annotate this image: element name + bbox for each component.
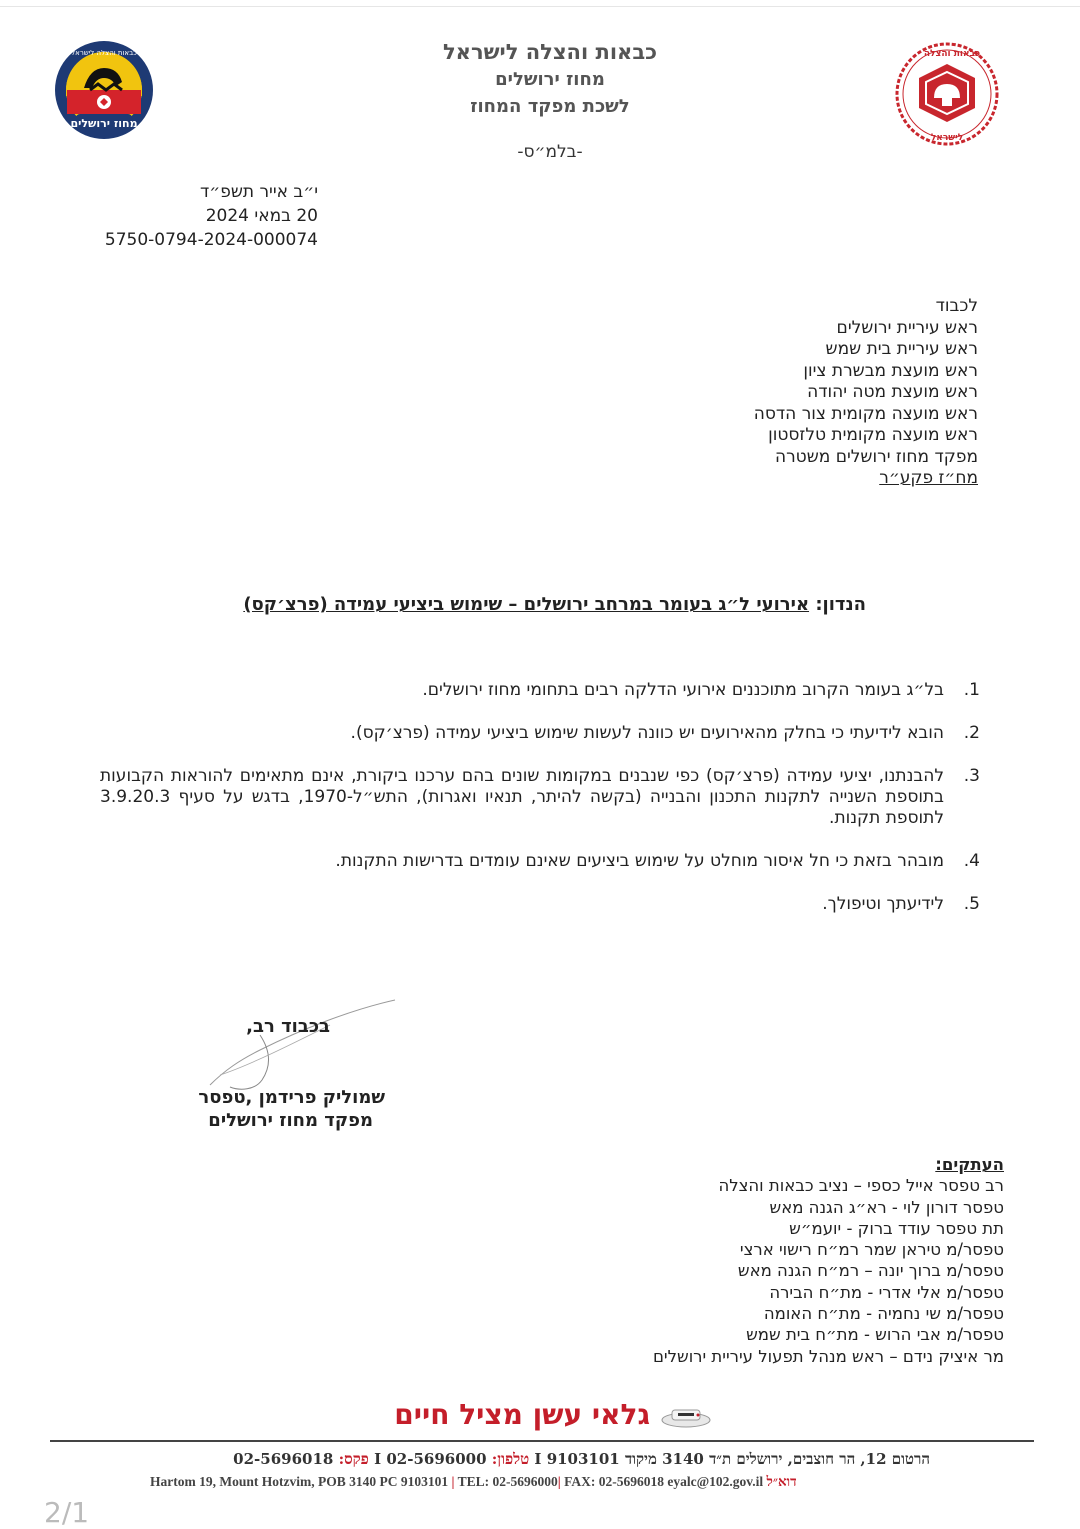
page-top-border <box>0 6 1080 7</box>
footer-he-fax: 02-5696018 <box>233 1450 339 1468</box>
classification-mark: -בלמ״ס- <box>517 142 583 162</box>
footer-en-address: Hartom 19, Mount Hotzvim, POB 3140 PC 9103101 <box>150 1474 452 1489</box>
addressee-item: ראש מועצה מקומית טלזסטון <box>768 425 978 445</box>
addressee-item: ראש עיריית בית שמש <box>825 339 978 359</box>
addressee-block <box>600 296 978 490</box>
item-text: להבנתנו, יציעי עמידה (פרצ׳קס) כפי שנבנים במקומות שונים בהם ערכנו ביקורת, אינם מתאימים להוראות הקבועות בתוספת השנייה לתקנות התכנון והבנייה (בקשה להיתר, תנאיו ואגרות), התש״ל-1970, בדגש על סעיף 3.9.20.3 לתוספת תקנות. <box>100 766 944 828</box>
copy-recipient: טפסר/מ ברוך יונה – רמ״ח הגנה מאש <box>737 1261 1004 1281</box>
gregorian-date: 20 במאי 2024 <box>205 206 318 226</box>
copy-recipient: רב טפסר אייל כספי – נציב כבאות והצלה <box>718 1176 1004 1196</box>
date-block <box>98 180 318 252</box>
footer-he-fax-label: פקס: <box>338 1450 369 1468</box>
subject-topic: אירועי ל״ג בעומר במרחב ירושלים – שימוש ביציעי עמידה (פרצ׳קס) <box>243 594 810 615</box>
copy-recipient: תת טפסר עודד ברוק - יועמ״ש <box>789 1218 1004 1238</box>
item-text: בל״ג בעומר הקרוב מתוכננים אירועי הדלקה רבים בתחומי מחוז ירושלים. <box>422 680 944 700</box>
addressee-item: ראש מועצת מבשרת ציון <box>803 360 978 381</box>
footer-email-label: דוא״ל <box>766 1474 797 1489</box>
addressee-item: ראש עיריית ירושלים <box>836 317 978 338</box>
jerusalem-district-emblem <box>50 40 158 140</box>
item-number: 1. <box>963 680 980 700</box>
slogan-text: גלאי עשן מציל חיים <box>394 1398 650 1431</box>
footer-divider <box>50 1440 1034 1442</box>
addressee-item-last: מח״ז פקע״ר <box>879 468 978 488</box>
office-name: לשכת מפקד המחוז <box>470 96 630 117</box>
addressee-item: מפקד מחוז ירושלים משטרה <box>774 446 978 467</box>
footer-he-tel-label: טלפון: <box>491 1450 530 1468</box>
footer-separator: | <box>557 1474 561 1489</box>
footer-en-fax: FAX: 02-5696018 eyalc@102.gov.il <box>560 1474 767 1489</box>
smoke-detector-slogan <box>390 1398 720 1434</box>
footer-he-tel: 02-5696000 I <box>368 1450 492 1468</box>
subject-line <box>140 594 866 615</box>
hebrew-date: י״ב אייר תשפ״ד <box>199 182 318 202</box>
reference-number: 5750-0794-2024-000074 <box>104 230 318 250</box>
emblem-top-text: כבאות והצלה <box>923 49 981 59</box>
body-item <box>100 894 980 915</box>
footer-separator: | <box>451 1474 455 1489</box>
letterhead <box>330 40 770 117</box>
copies-block <box>560 1154 1004 1367</box>
signer-name: שמוליק פרידמן ,טפסר <box>198 1087 385 1108</box>
footer-english-contact <box>150 1474 950 1490</box>
closing-greeting: בכבוד רב, <box>246 1016 330 1037</box>
organization-name: כבאות והצלה לישראל <box>442 40 658 64</box>
item-number: 5. <box>963 894 980 914</box>
district-name: מחוז ירושלים <box>495 69 605 90</box>
subject-label: הנדון: <box>815 594 866 615</box>
item-text: מובהר בזאת כי חל איסור מוחלט על שימוש ביציעים שאינם עומדים בדרישות התקנות. <box>335 851 944 871</box>
copies-heading: העתקים: <box>935 1155 1004 1174</box>
addressee-item: ראש מועצה מקומית צור הדסה <box>753 403 978 424</box>
item-number: 3. <box>963 766 980 786</box>
salutation: לכבוד <box>935 296 978 316</box>
copy-recipient: טפסר/מ אלי אדרי - מת״ח הבירה <box>769 1282 1004 1302</box>
item-text: לידיעתך וטיפולך. <box>822 894 944 914</box>
copy-recipient: טפסר/מ שי נחמיה - מת״ח האומה <box>763 1304 1004 1324</box>
page-indicator: 2/1 <box>44 1496 90 1529</box>
fire-rescue-israel-emblem <box>890 42 1004 146</box>
item-text: הובא לידיעתי כי בחלק מהאירועים יש כוונה לעשות שימוש ביציעי עמידה (פרצ׳קס). <box>350 723 944 743</box>
footer-en-tel: TEL: 02-5696000 <box>454 1474 558 1489</box>
body-item <box>100 851 980 872</box>
copy-recipient: טפסר/מ טיראן שמר רמ״ח רישוי ארצי <box>739 1240 1004 1260</box>
signer-role: מפקד מחוז ירושלים <box>208 1110 373 1131</box>
emblem-banner-text: מחוז ירושלים <box>70 117 138 130</box>
body-item <box>100 680 980 701</box>
copy-recipient: מר איציק נידם – ראש מנהל תפעול עיריית ירושלים <box>652 1346 1004 1366</box>
handwritten-signature <box>200 995 400 1095</box>
addressee-item: ראש מועצת מטה יהודה <box>807 382 978 402</box>
signer-block <box>150 1086 385 1132</box>
footer-hebrew-contact <box>140 1450 930 1469</box>
body-item <box>100 723 980 744</box>
item-number: 4. <box>963 851 980 871</box>
item-number: 2. <box>963 723 980 743</box>
letter-body <box>100 680 980 937</box>
body-item <box>100 766 980 829</box>
copy-recipient: טפסר דורון לוי - רא״ג הגנה מאש <box>769 1197 1004 1217</box>
footer-he-address: הרטום 12, הר חוצבים, ירושלים ת״ד 3140 מיקוד 9103101 I <box>529 1450 930 1468</box>
copy-recipient: טפסר/מ אבי הרוש - מת״ח בית שמש <box>746 1325 1004 1345</box>
emblem-ring-text: כבאות והצלה לישראל <box>71 49 137 57</box>
smoke-detector-icon <box>660 1406 712 1428</box>
emblem-bottom-text: לישראל <box>930 133 964 143</box>
